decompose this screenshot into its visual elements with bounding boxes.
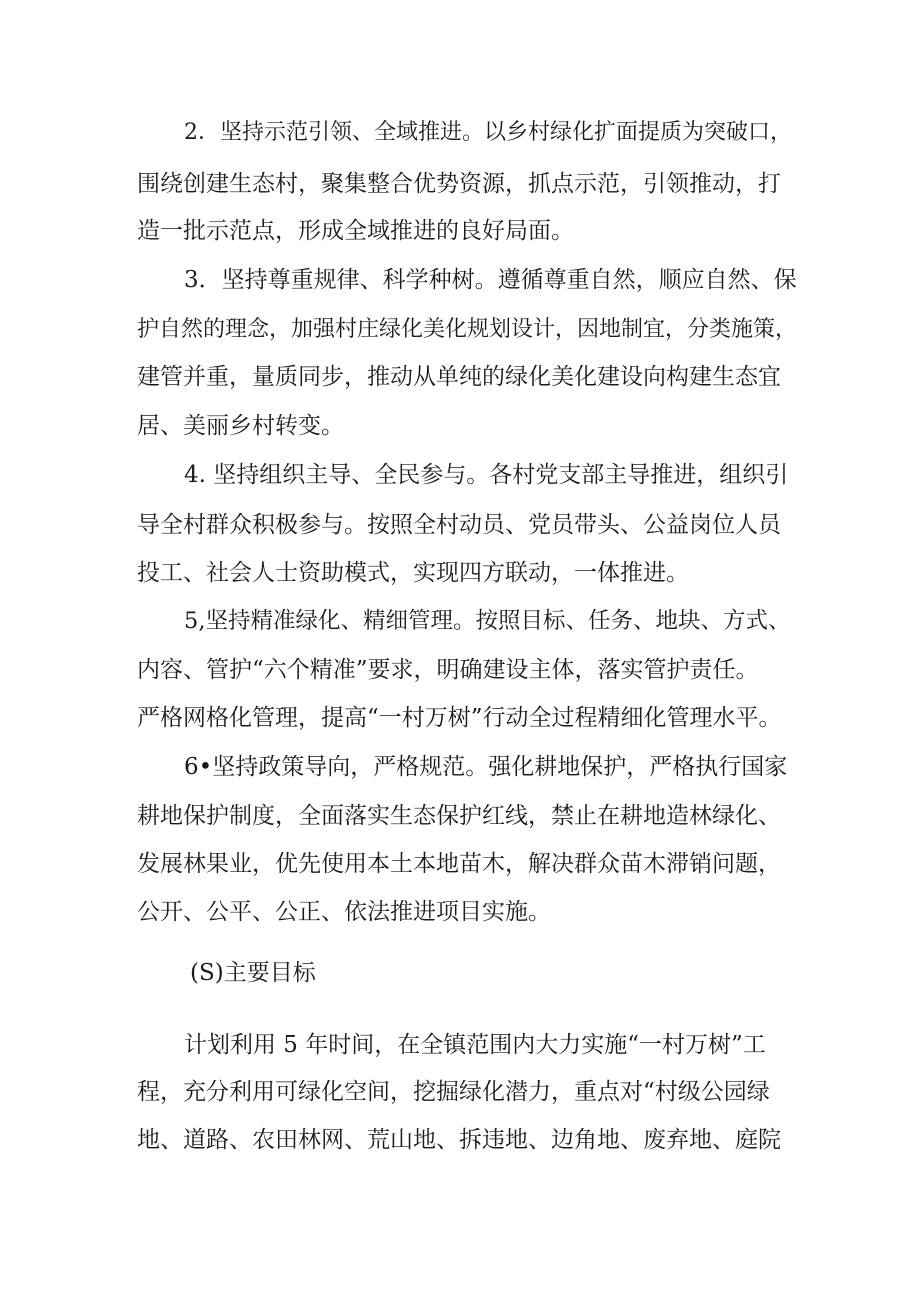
paragraph-2-line-1: 2．坚持示范引领、全域推进。以乡村绿化扩面提质为突破口， [184,120,792,145]
paragraph-3-line-3: 建管并重，量质同步，推动从单纯的绿化美化建设向构建生态宜 [137,364,781,390]
paragraph-5-line-2: 内容、管护“六个精准”要求，明确建设主体，落实管护责任。 [137,657,759,683]
paragraph-5-line-1: 5,坚持精准绿化、精细管理。按照目标、任务、地块、方式、 [184,608,791,634]
goal-paragraph-line-1: 计划利用 5 年时间，在全镇范围内大力实施“一村万树”工 [184,1032,766,1058]
paragraph-6-line-4: 公开、公平、公正、依法推进项目实施。 [137,899,551,925]
paragraph-4-line-1: 4. 坚持组织主导、全民参与。各村党支部主导推进，组织引 [184,462,789,488]
paragraph-6-line-3: 发展林果业，优先使用本土本地苗木，解决群众苗木滞销问题， [137,851,781,877]
paragraph-6-line-1: 6•坚持政策导向，严格规范。强化耕地保护，严格执行国家 [184,754,788,780]
goal-paragraph-line-2: 程，充分利用可绿化空间，挖掘绿化潜力，重点对“村级公园绿 [137,1079,770,1105]
paragraph-3-line-4: 居、美丽乡村转变。 [137,413,344,439]
paragraph-5-line-3: 严格网格化管理，提高“一村万树”行动全过程精细化管理水平。 [137,705,782,731]
paragraph-3-line-2: 护自然的理念，加强村庄绿化美化规划设计，因地制宜，分类施策， [137,317,798,342]
paragraph-3-line-1: 3．坚持尊重规律、科学种树。遵循尊重自然，顺应自然、保 [184,267,797,293]
section-heading: (S)主要目标 [190,960,316,986]
paragraph-4-line-3: 投工、社会人士资助模式，实现四方联动，一体推进。 [137,560,689,586]
paragraph-4-line-2: 导全村群众积极参与。按照全村动员、党员带头、公益岗位人员 [137,512,781,538]
paragraph-2-line-2: 围绕创建生态村，聚集整合优势资源，抓点示范，引领推动，打 [137,171,781,197]
goal-paragraph-line-3: 地、道路、农田林网、荒山地、拆违地、边角地、废弃地、庭院 [137,1127,781,1153]
paragraph-6-line-2: 耕地保护制度，全面落实生态保护红线，禁止在耕地造林绿化、 [137,803,781,829]
paragraph-2-line-3: 造一批示范点，形成全域推进的良好局面。 [137,218,574,244]
